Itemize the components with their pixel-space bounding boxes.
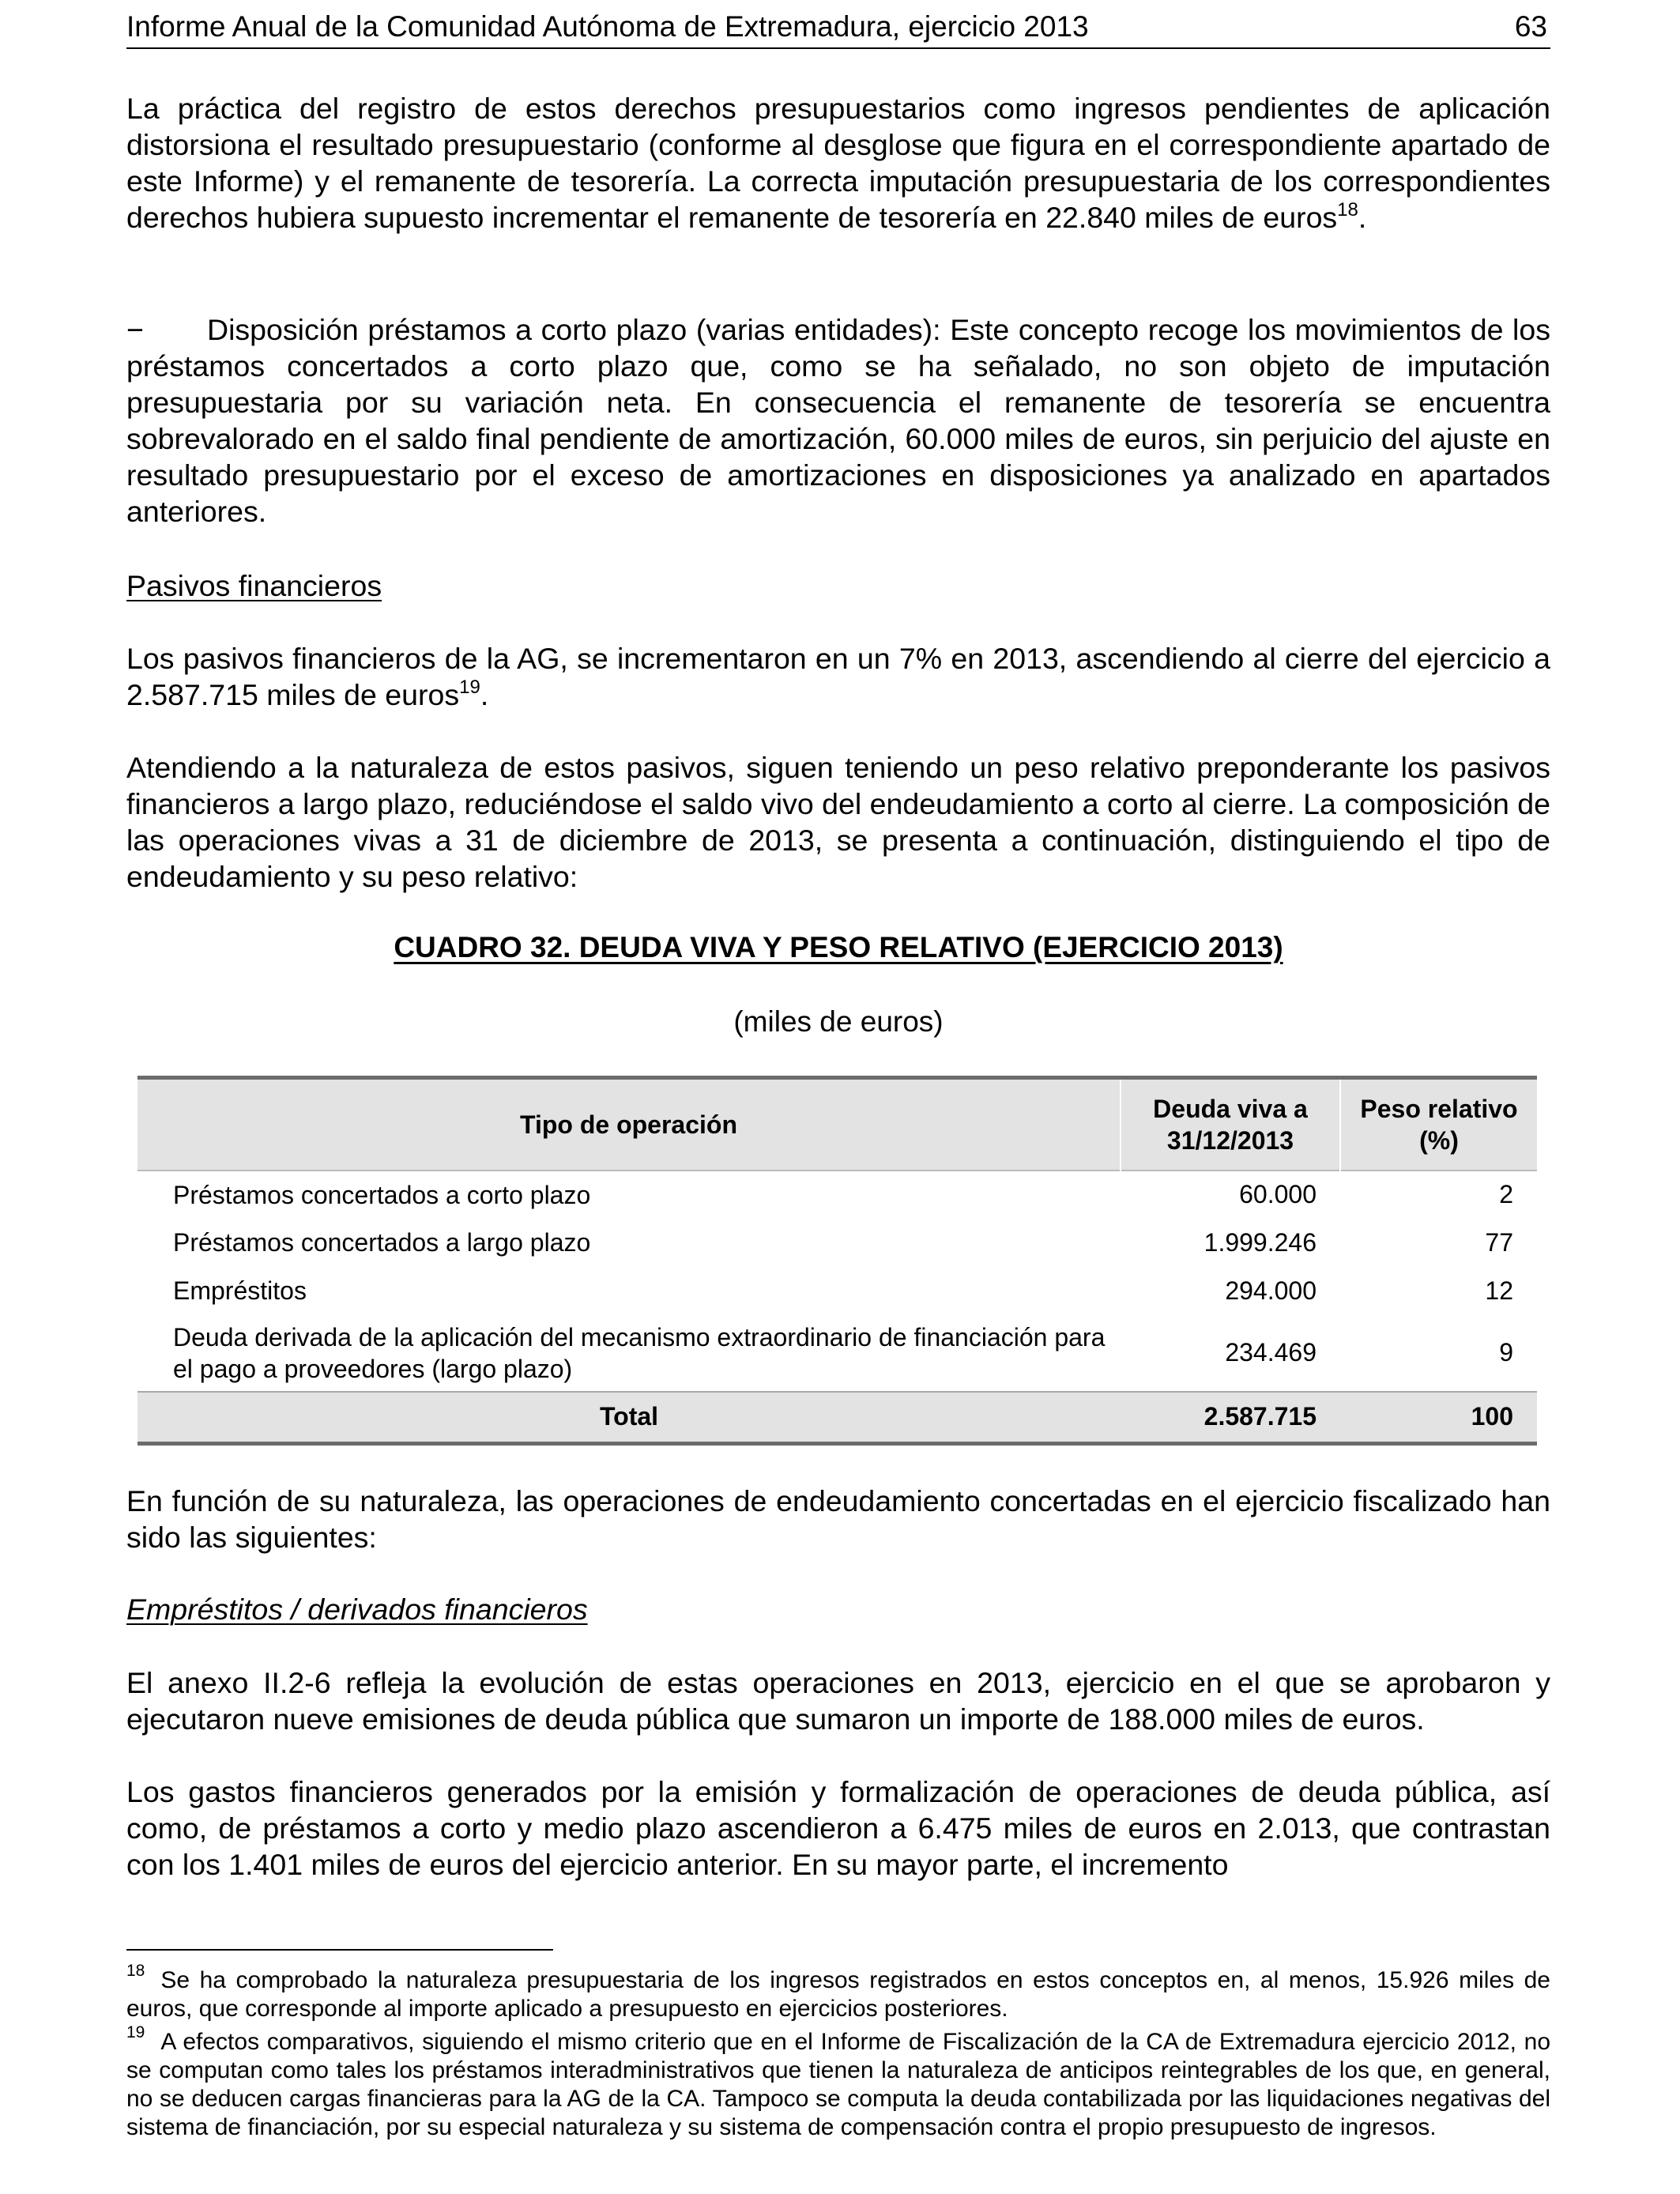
footnote-number: 19 bbox=[126, 2023, 145, 2041]
paragraph-text: La práctica del registro de estos derechos presupuestarios como ingresos pendientes de aplicación distorsiona el resultado presupuestario (conforme al desglose que figura en el correspondiente apartado de este Informe) y el remanente de tesorería. La correcta imputación presupuestaria de los correspondientes derechos hubiera supuesto incrementar el remanente de tesorería en 22.840 miles de euros bbox=[126, 92, 1550, 234]
table-subtitle: (miles de euros) bbox=[733, 1005, 944, 1038]
table-title: CUADRO 32. DEUDA VIVA Y PESO RELATIVO (EJERCICIO 2013) bbox=[394, 931, 1283, 963]
row-deuda: 60.000 bbox=[1239, 1180, 1317, 1208]
header-peso-relativo: Peso relativo (%) bbox=[1360, 1094, 1518, 1155]
row-deuda: 234.469 bbox=[1225, 1338, 1317, 1367]
table-row bbox=[137, 1219, 1537, 1267]
page-number: 63 bbox=[1514, 10, 1547, 43]
row-deuda: 1.999.246 bbox=[1203, 1227, 1317, 1257]
paragraph-pasivos-incremento: Los pasivos financieros de la AG, se incrementaron en un 7% en 2013, ascendiendo al cierre del ejercicio a 2.587.715 miles de euros$^{19}$. bbox=[126, 642, 1550, 711]
page-header bbox=[126, 9, 1550, 49]
footnote-ref-18[interactable]: 18 bbox=[1337, 198, 1358, 221]
table-total-row bbox=[137, 1392, 1537, 1444]
total-peso: 100 bbox=[1471, 1402, 1513, 1431]
row-name: Préstamos concertados a corto plazo bbox=[173, 1180, 591, 1209]
deuda-viva-table bbox=[137, 1076, 1537, 1446]
paragraph-gastos-financieros: Los gastos financieros generados por la emisión y formalización de operaciones de deuda pública, así como, de préstamos a corto y medio plazo ascendieron a 6.475 miles de euros en 2.013, que contrastan con los 1.401 miles de euros del ejercicio anterior. En su mayor parte, el incremento bbox=[126, 1775, 1550, 1881]
row-name: Deuda derivada de la aplicación del mecanismo extraordinario de financiación para el pago a proveedores (largo plazo) bbox=[173, 1322, 1106, 1383]
total-label: Total bbox=[599, 1402, 659, 1431]
row-name: Empréstitos bbox=[173, 1276, 307, 1305]
heading-emprestitos: Empréstitos / derivados financieros bbox=[126, 1593, 588, 1626]
footnote-text: A efectos comparativos, siguiendo el mismo criterio que en el Informe de Fiscalización de la CA de Extremadura ejercicio 2012, no se computan como tales los préstamos interadministrativos que tienen la naturaleza de anticipos reintegrables de los que, en general, no se deducen cargas financieras para la AG de la CA. Tampoco se computa la deuda contabilizada por las liquidaciones negativas del sistema de financiación, por su especial naturaleza y su sistema de compensación contra el propio presupuesto de ingresos. bbox=[126, 2029, 1550, 2140]
list-dash: − bbox=[126, 313, 144, 346]
header-title: Informe Anual de la Comunidad Autónoma de Extremadura, ejercicio 2013 bbox=[126, 10, 1089, 43]
row-peso: 12 bbox=[1485, 1276, 1513, 1305]
document-page bbox=[126, 0, 1550, 2194]
paragraph-text: Los pasivos financieros de la AG, se incrementaron en un 7% en 2013, ascendiendo al cierre del ejercicio a 2.587.715 miles de euros bbox=[126, 642, 1550, 711]
row-peso: 9 bbox=[1499, 1338, 1513, 1367]
heading-pasivos-financieros: Pasivos financieros bbox=[126, 569, 382, 602]
table-row bbox=[137, 1315, 1537, 1392]
table-row bbox=[137, 1171, 1537, 1219]
footnote-text: Se ha comprobado la naturaleza presupuestaria de los ingresos registrados en estos conceptos en, al menos, 15.926 miles de euros, que corresponde al importe aplicado a presupuesto en ejercicios posteriores. bbox=[126, 1967, 1550, 2022]
table-header-row bbox=[137, 1078, 1537, 1171]
footnote-number: 18 bbox=[126, 1962, 145, 1980]
table-row bbox=[137, 1267, 1537, 1315]
total-deuda: 2.587.715 bbox=[1203, 1402, 1317, 1431]
header-deuda-viva: Deuda viva a 31/12/2013 bbox=[1121, 1078, 1340, 1171]
footnote-separator bbox=[126, 1949, 553, 1951]
paragraph-naturaleza-pasivos: Atendiendo a la naturaleza de estos pasivos, siguen teniendo un peso relativo preponderante los pasivos financieros a largo plazo, reduciéndose el saldo vivo del endeudamiento a corto al cierre. La composición de las operaciones vivas a 31 de diciembre de 2013, se presenta a continuación, distinguiendo el tipo de endeudamiento y su peso relativo: bbox=[126, 751, 1550, 893]
paragraph-registro-derechos: La práctica del registro de estos derechos presupuestarios como ingresos pendientes de aplicación distorsiona el resultado presupuestario (conforme al desglose que figura en el correspondiente apartado de este Informe) y el remanente de tesorería. La correcta imputación presupuestaria de los correspondientes derechos hubiera supuesto incrementar el remanente de tesorería en 22.840 miles de euros$^{18}$. bbox=[126, 92, 1550, 234]
footnote-18 bbox=[126, 1962, 1550, 2023]
row-peso: 2 bbox=[1499, 1180, 1513, 1208]
paragraph-funcion-naturaleza: En función de su naturaleza, las operaciones de endeudamiento concertadas en el ejercicio fiscalizado han sido las siguientes: bbox=[126, 1484, 1550, 1554]
footnote-ref-19[interactable]: 19 bbox=[459, 676, 480, 698]
paragraph-text: Disposición préstamos a corto plazo (varias entidades): Este concepto recoge los movimientos de los préstamos concertados a corto plazo que, como se ha señalado, no son objeto de imputación presupuestaria por su variación neta. En consecuencia el remanente de tesorería se encuentra sobrevalorado en el saldo final pendiente de amortización, 60.000 miles de euros, sin perjuicio del ajuste en resultado presupuestario por el exceso de amortizaciones en disposiciones ya analizado en apartados anteriores. bbox=[126, 313, 1550, 528]
row-peso: 77 bbox=[1485, 1227, 1513, 1257]
row-name: Préstamos concertados a largo plazo bbox=[173, 1228, 591, 1257]
row-deuda: 294.000 bbox=[1225, 1276, 1317, 1305]
footnote-19 bbox=[126, 2023, 1550, 2142]
paragraph-anexo: El anexo II.2-6 refleja la evolución de estas operaciones en 2013, ejercicio en el que se aprobaron y ejecutaron nueve emisiones de deuda pública que sumaron un importe de 188.000 miles de euros. bbox=[126, 1666, 1550, 1736]
header-tipo-operacion: Tipo de operación bbox=[137, 1078, 1121, 1171]
paragraph-disposicion-prestamos bbox=[126, 311, 1550, 530]
